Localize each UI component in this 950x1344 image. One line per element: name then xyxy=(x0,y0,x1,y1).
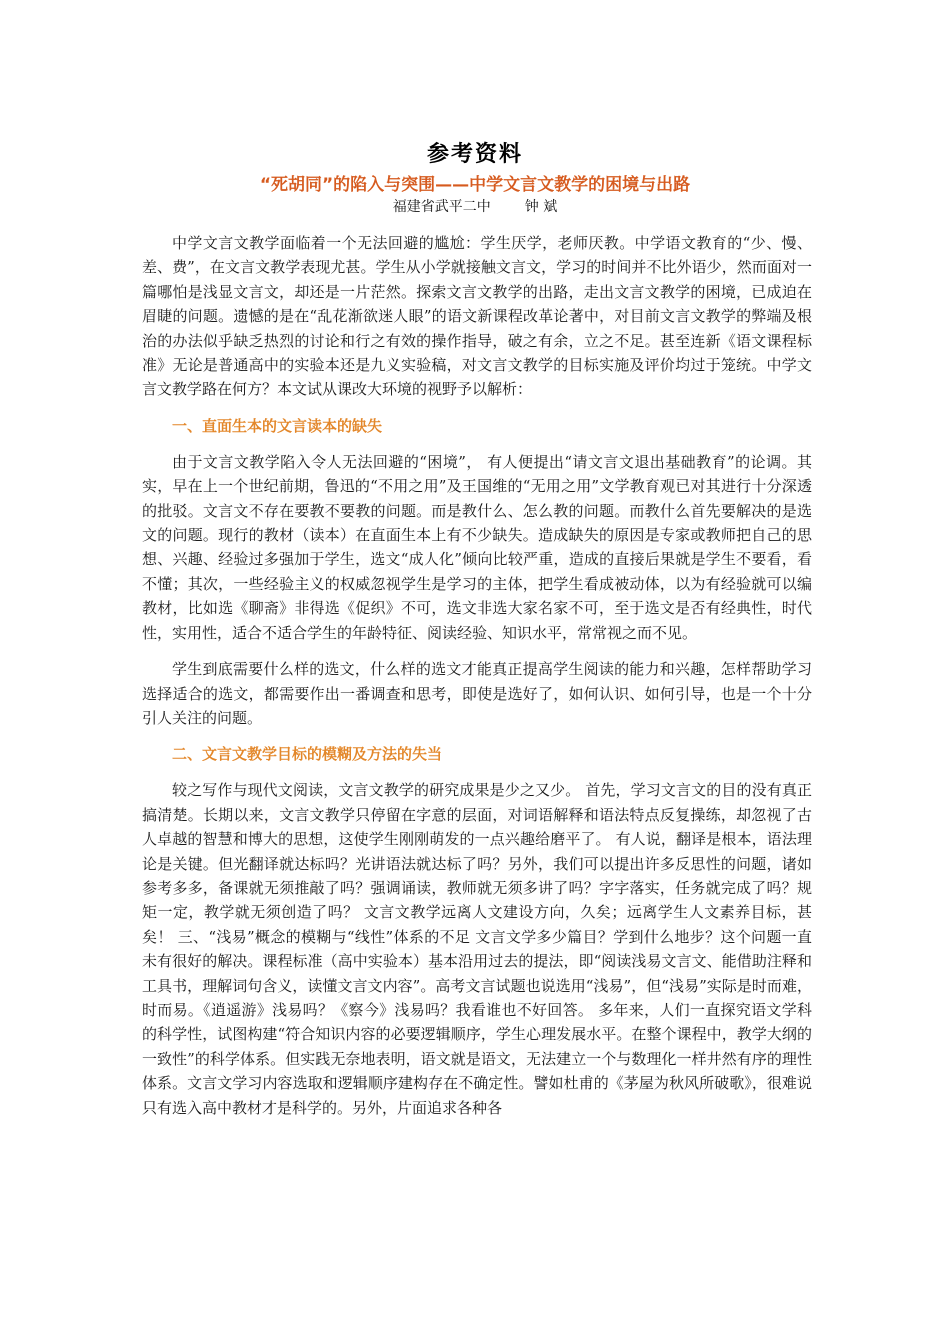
author-name: 钟 斌 xyxy=(524,199,558,215)
section-1-paragraph-2: 学生到底需要什么样的选文，什么样的选文才能真正提高学生阅读的能力和兴趣，怎样帮助学习选择适合的选文，都需要作出一番调查和思考，即使是选好了，如何认识、如何引导，也是一个十分引人关注的问题。 xyxy=(142,660,812,727)
article-body xyxy=(142,231,812,1120)
intro-paragraph: 中学文言文教学面临着一个无法回避的尴尬：学生厌学，老师厌教。中学语文教育的“少、慢、差、费”，在文言文教学表现尤甚。学生从小学就接触文言文，学习的时间并不比外语少，然而面对一篇哪怕是浅显文言文，却还是一片茫然。探索文言文教学的出路，走出文言文教学的困境，已成迫在眉睫的问题。遗憾的是在“乱花渐欲迷人眼”的语文新课程改革论著中，对目前文言文教学的弊端及根治的办法似乎缺乏热烈的讨论和行之有效的操作指导，破之有余，立之不足。甚至连新《语文课程标准》无论是普通高中的实验本还是九义实验稿，对文言文教学的目标实施及评价均过于笼统。中学文言文教学路在何方？本文试从课改大环境的视野予以解析： xyxy=(142,234,812,399)
section-1-heading: 一、直面生本的文言读本的缺失 xyxy=(172,416,383,435)
section-2-heading: 二、文言文教学目标的模糊及方法的失当 xyxy=(172,745,443,764)
section-2-paragraph: 较之写作与现代文阅读，文言文教学的研究成果是少之又少。 首先，学习文言文的目的没有真正搞清楚。长期以来，文言文教学只停留在字意的层面，对词语解释和语法特点反复操练，却忽视了古人卓越的智慧和博大的思想，这使学生刚刚萌发的一点兴趣给磨平了。 有人说，翻译是根本，语法理论是关键。但光翻译就达标吗？光讲语法就达标了吗？另外，我们可以提出许多反思性的问题，诸如参考多多，备课就无须推敲了吗？强调诵读，教师就无须多讲了吗？字字落实，任务就完成了吗？规矩一定，教学就无须创造了吗？ 文言文教学远离人文建设方向，久矣；远离学生人文素养目标，甚矣！ 三、“浅易”概念的模糊与“线性”体系的不足 文言文学多少篇目？学到什么地步？这个问题一直未有很好的解决。课程标准（高中实验本）基本沿用过去的提法，即“阅读浅易文言文、能借助注释和工具书，理解词句含义，读懂文言文内容”。高考文言试题也说选用“浅易”，但“浅易”实际是时而难，时而易。《逍遥游》浅易吗？《察今》浅易吗？我看谁也不好回答。 多年来，人们一直探究语文学科的科学性，试图构建“符合知识内容的必要逻辑顺序，学生心理发展水平。在整个课程中，教学大纲的一致性”的科学体系。但实践无奈地表明，语文就是语文，无法建立一个与数理化一样井然有序的理性体系。文言文学习内容选取和逻辑顺序建构存在不确定性。譬如杜甫的《茅屋为秋风所破歌》，很难说只有选入高中教材才是科学的。另外，片面追求各种各 xyxy=(142,781,812,1117)
author-line xyxy=(0,196,950,216)
author-school: 福建省武平二中 xyxy=(392,199,491,215)
document-title: 参考资料 xyxy=(426,141,523,167)
document-subtitle: “死胡同”的陷入与突围——中学文言文教学的困境与出路 xyxy=(259,175,691,195)
section-1-paragraph-1: 由于文言文教学陷入令人无法回避的“困境”， 有人便提出“请文言文退出基础教育”的论调。其实，早在上一个世纪前期，鲁迅的“不用之用”及王国维的“无用之用”文学教育观已对其进行十分深透的批驳。文言文不存在要教不要教的问题。而是教什么、怎么教的问题。而教什么首先要解决的是选文的问题。现行的教材（读本）在直面生本上有不少缺失。造成缺失的原因是专家或教师把自己的思想、兴趣、经验过多强加于学生，选文“成人化”倾向比较严重，造成的直接后果就是学生不要看，看不懂；其次，一些经验主义的权威忽视学生是学习的主体，把学生看成被动体，以为有经验就可以编教材，比如选《聊斋》非得选《促织》不可，选文非选大家名家不可，至于选文是否有经典性，时代性，实用性，适合不适合学生的年龄特征、阅读经验、知识水平，常常视之而不见。 xyxy=(142,452,812,642)
